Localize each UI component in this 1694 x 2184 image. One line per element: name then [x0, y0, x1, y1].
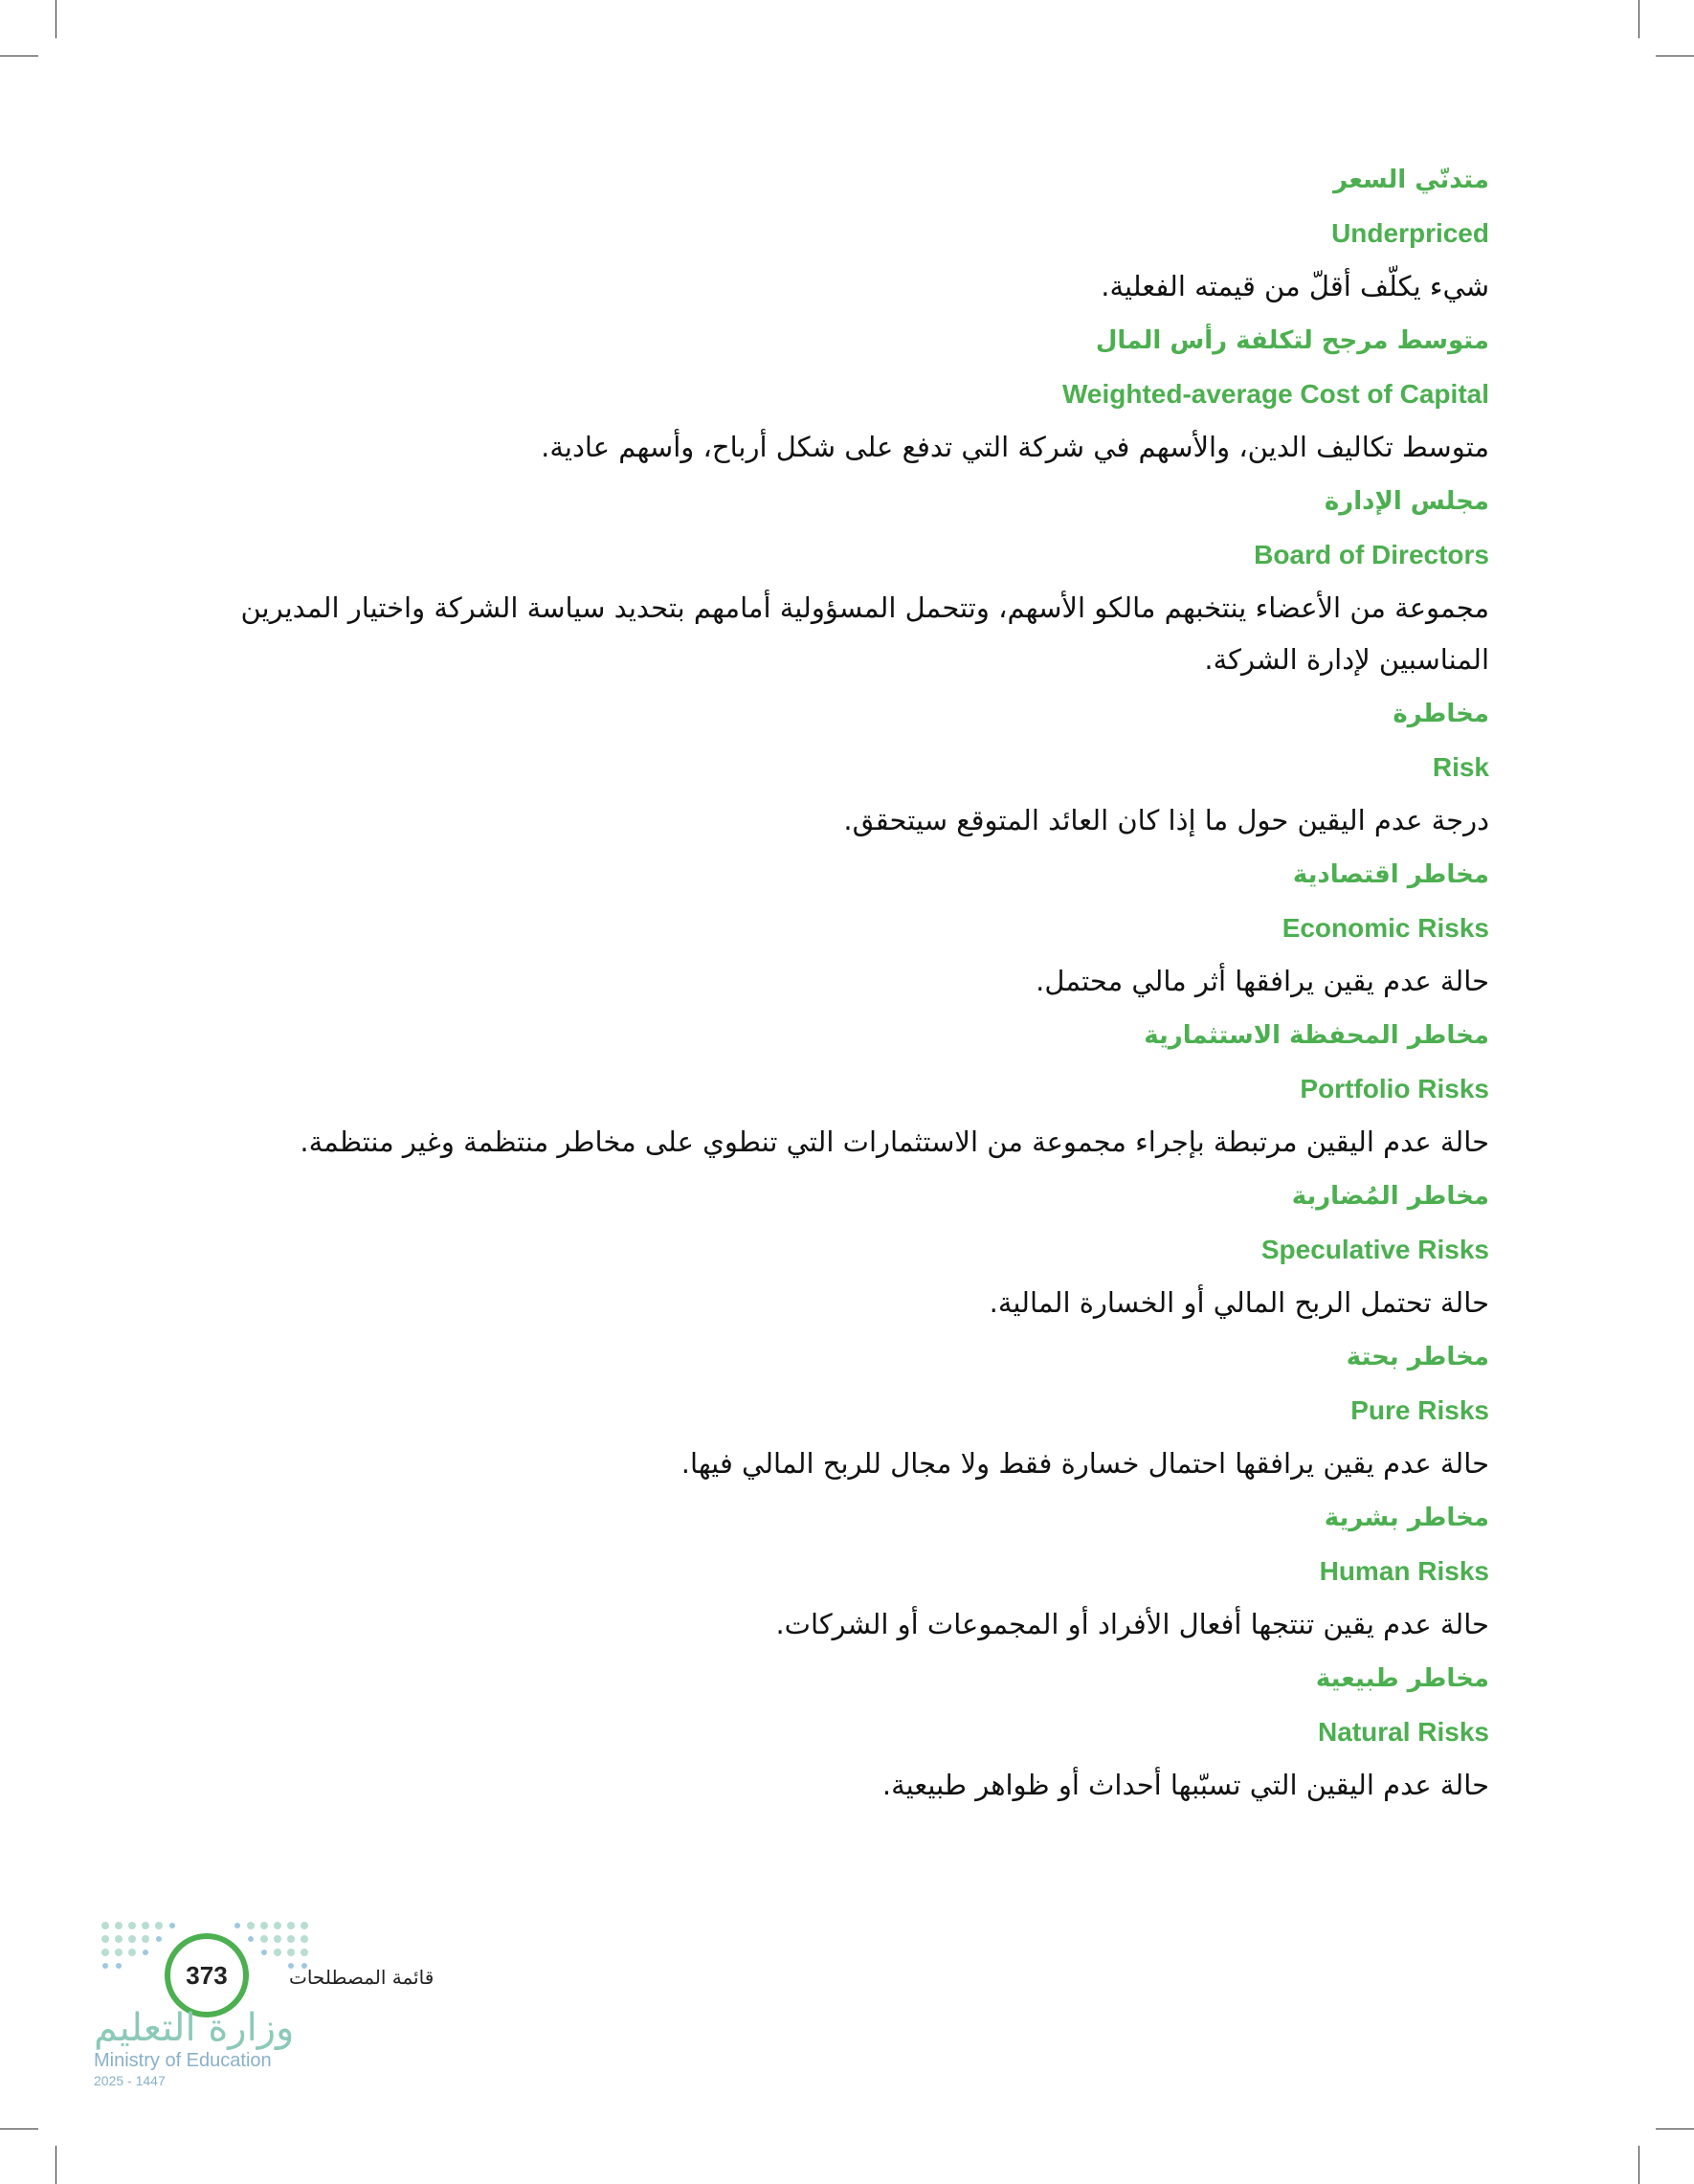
- term-definition: متوسط تكاليف الدين، والأسهم في شركة التي تدفع على شكل أرباح، وأسهم عادية.: [541, 431, 1489, 463]
- term-arabic: مخاطر بحتة: [1346, 1343, 1489, 1371]
- glossary-entry: [153, 848, 1489, 1007]
- term-english: Risk: [1432, 752, 1489, 782]
- term-definition: حالة عدم يقين يرافقها أثر مالي محتمل.: [1036, 965, 1489, 997]
- term-definition: حالة عدم اليقين التي تسبّبها أحداث أو ظواهر طبيعية.: [881, 1769, 1489, 1801]
- glossary-entry: [153, 1652, 1489, 1811]
- term-definition: شيء يكلّف أقلّ من قيمته الفعلية.: [1101, 270, 1489, 302]
- glossary-entry: [153, 1170, 1489, 1328]
- term-arabic: مجلس الإدارة: [1324, 487, 1489, 516]
- glossary-entry: [153, 153, 1489, 312]
- term-definition: درجة عدم اليقين حول ما إذا كان العائد المتوقع سيتحقق.: [843, 804, 1489, 836]
- glossary-entry: [153, 314, 1489, 473]
- term-arabic: مخاطر اقتصادية: [1292, 860, 1489, 889]
- term-arabic: مخاطر المحفظة الاستثمارية: [1144, 1021, 1489, 1050]
- page-number: 373: [165, 1933, 249, 2017]
- term-english: Speculative Risks: [1260, 1235, 1489, 1264]
- term-english: Pure Risks: [1350, 1395, 1489, 1425]
- term-english: Portfolio Risks: [1300, 1074, 1489, 1103]
- glossary-entry: [153, 687, 1489, 846]
- term-arabic: مخاطر بشرية: [1324, 1504, 1489, 1532]
- term-english: Economic Risks: [1282, 913, 1489, 943]
- term-definition: حالة عدم اليقين مرتبطة بإجراء مجموعة من الاستثمارات التي تنطوي على مخاطر منتظمة وغير منتظمة.: [300, 1125, 1489, 1158]
- crop-mark: [1638, 0, 1639, 38]
- glossary-entry: [153, 1009, 1489, 1168]
- page-footer: [86, 1910, 488, 2088]
- term-english: Natural Risks: [1318, 1717, 1489, 1747]
- edition-year: 2025 - 1447: [94, 2073, 166, 2088]
- term-arabic: مخاطر طبيعية: [1315, 1664, 1489, 1693]
- term-definition: حالة عدم يقين يرافقها احتمال خسارة فقط ولا مجال للربح المالي فيها.: [680, 1447, 1489, 1480]
- term-arabic: مخاطرة: [1393, 700, 1489, 728]
- glossary-entry: [153, 1491, 1489, 1650]
- term-english: Human Risks: [1319, 1556, 1489, 1586]
- crop-mark: [1656, 2128, 1694, 2129]
- term-definition: مجموعة من الأعضاء ينتخبهم مالكو الأسهم، وتتحمل المسؤولية أمامهم بتحديد سياسة الشركة واختيار المديرين المناسبين لإدارة الشركة.: [240, 591, 1489, 676]
- glossary-entry: [153, 475, 1489, 685]
- term-arabic: مخاطر المُضاربة: [1291, 1182, 1489, 1211]
- glossary-entry: [153, 1330, 1489, 1489]
- term-definition: حالة تحتمل الربح المالي أو الخسارة المالية.: [989, 1286, 1489, 1319]
- term-arabic: متدنّي السعر: [1333, 166, 1489, 194]
- glossary-list: [153, 153, 1489, 1813]
- term-arabic: متوسط مرجح لتكلفة رأس المال: [1095, 326, 1489, 355]
- term-english: Board of Directors: [1254, 540, 1489, 569]
- term-definition: حالة عدم يقين تنتجها أفعال الأفراد أو المجموعات أو الشركات.: [775, 1608, 1489, 1640]
- term-english: Underpriced: [1331, 218, 1489, 248]
- term-english: Weighted-average Cost of Capital: [1061, 379, 1489, 409]
- crop-mark: [0, 2128, 38, 2129]
- ministry-name-arabic: وزارة التعليم: [94, 2006, 295, 2050]
- ministry-name-english: Ministry of Education: [94, 2050, 272, 2071]
- section-label: قائمة المصطلحات: [289, 1966, 435, 1989]
- crop-mark: [1638, 2146, 1639, 2184]
